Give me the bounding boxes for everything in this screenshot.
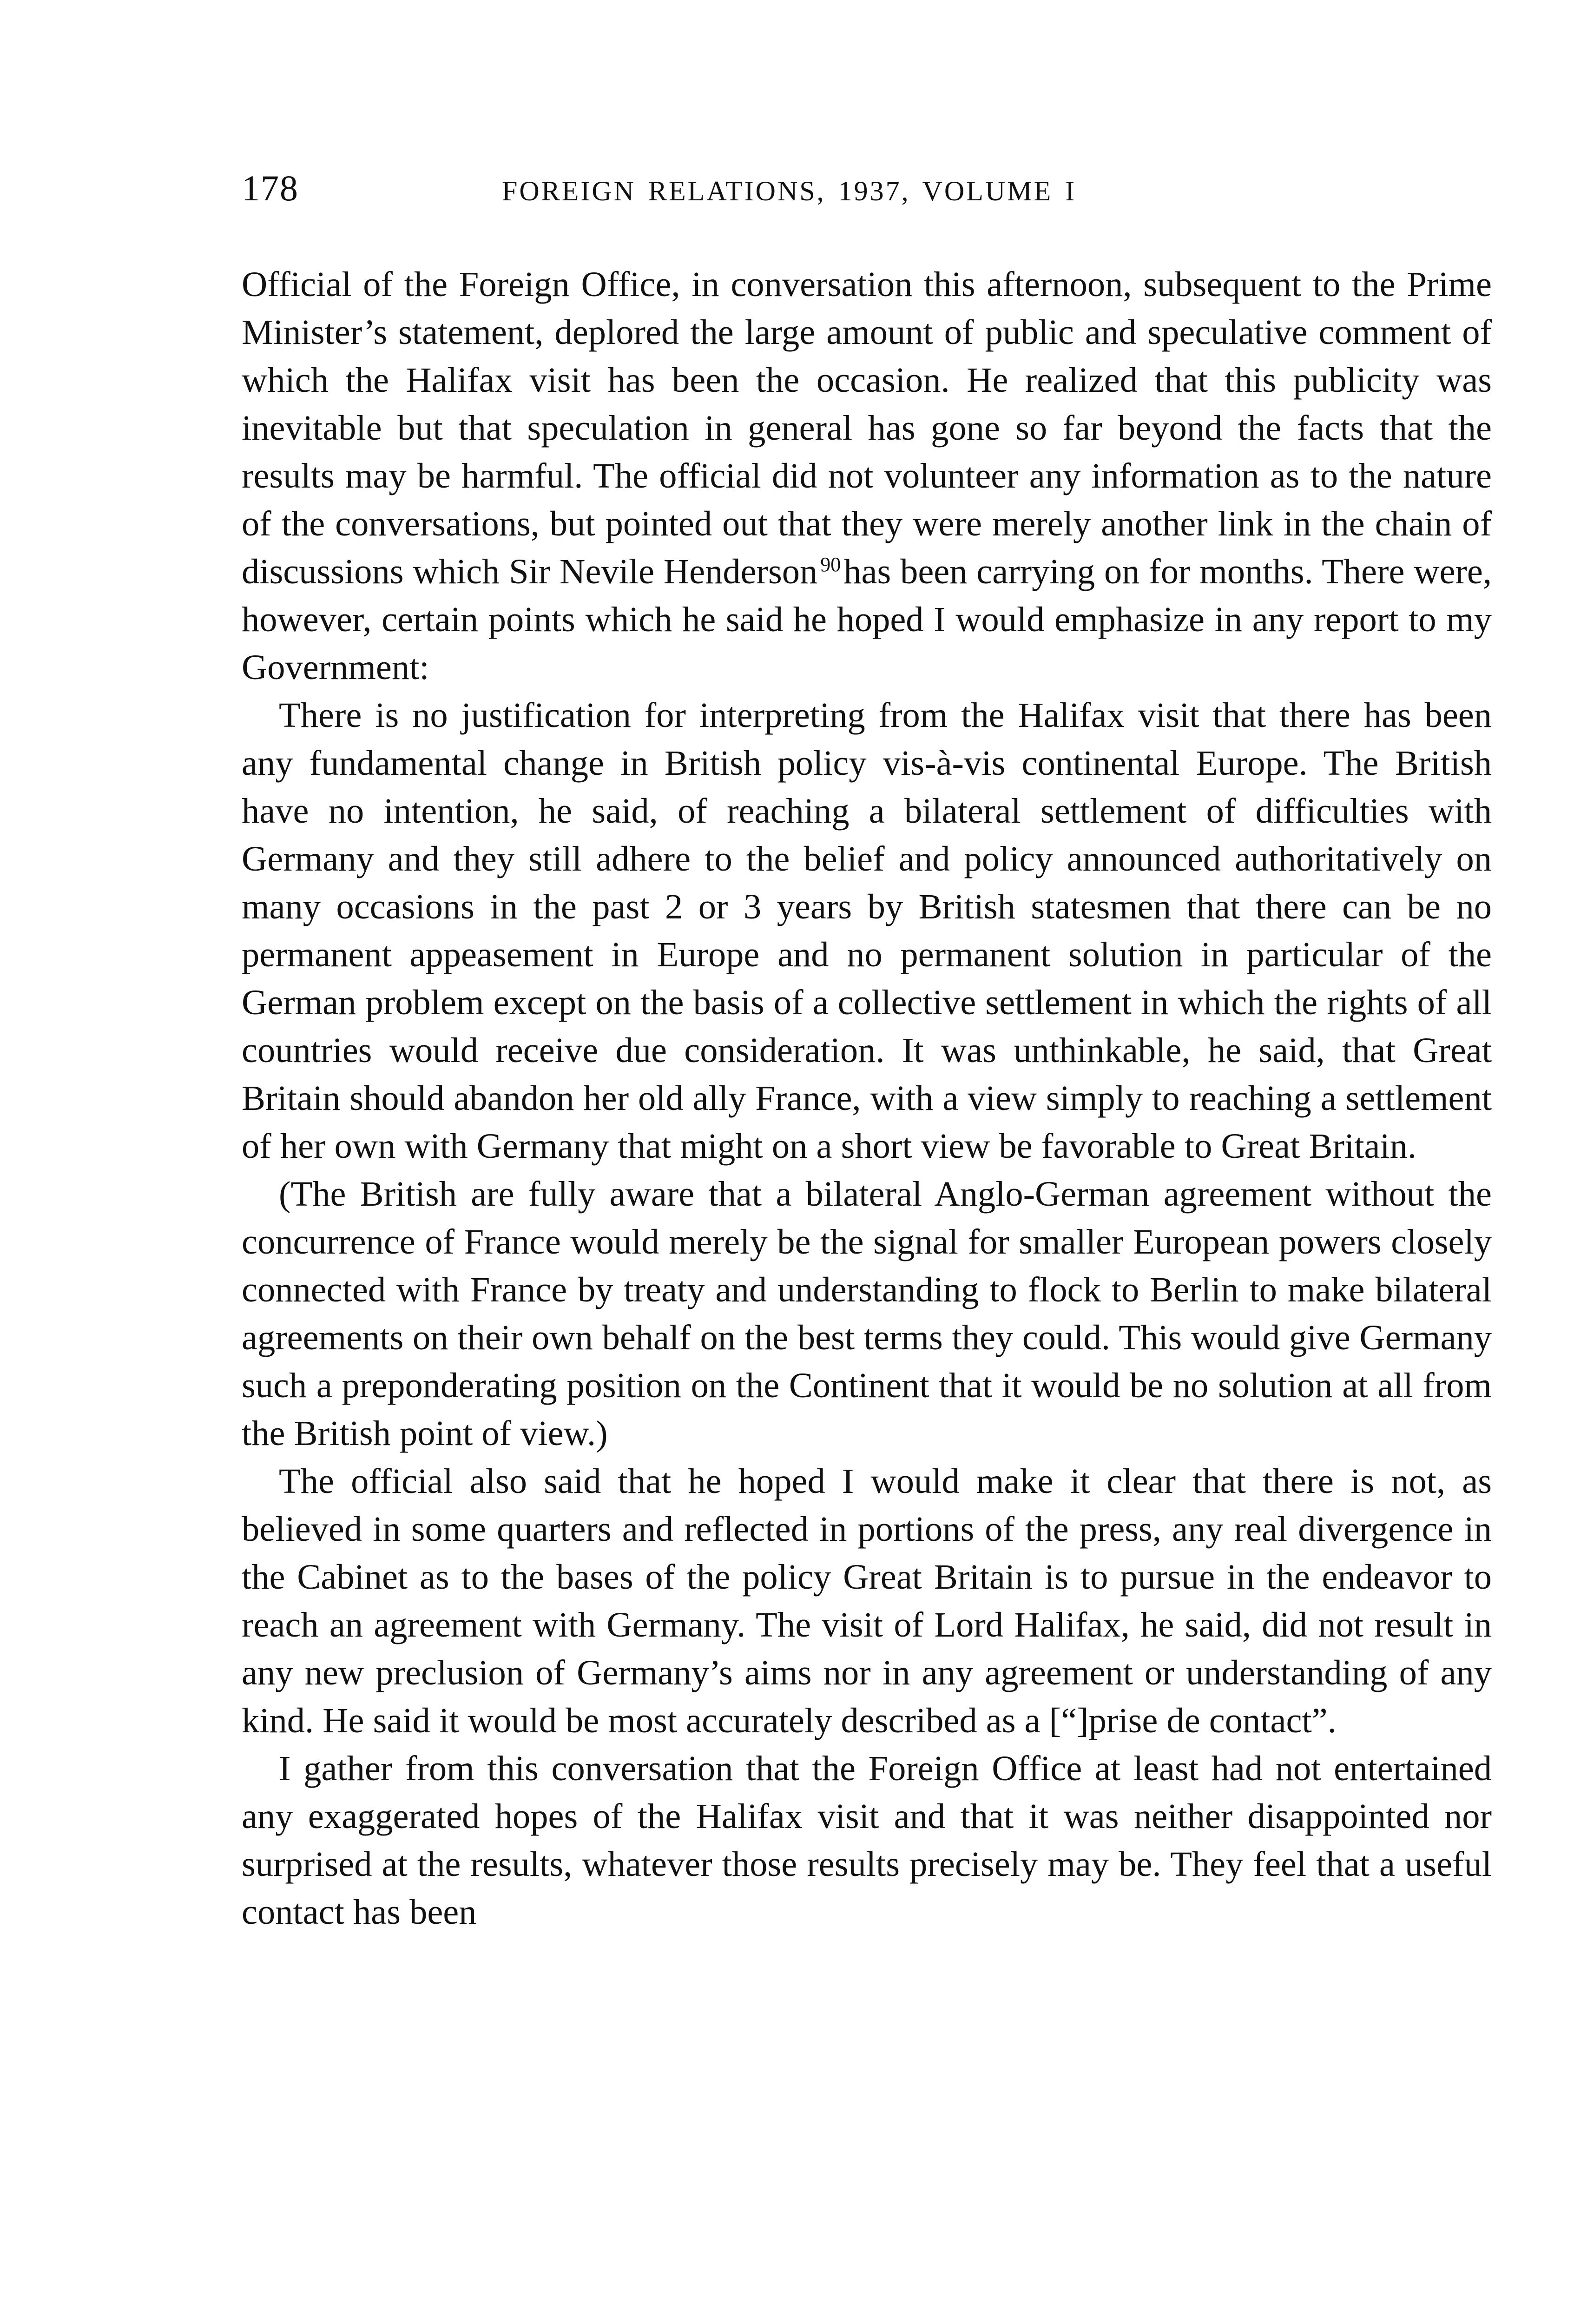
footnote-reference: 90 xyxy=(820,553,841,576)
paragraph-1 xyxy=(242,260,1492,691)
page-number: 178 xyxy=(242,168,299,208)
running-title: FOREIGN RELATIONS, 1937, VOLUME I xyxy=(502,176,1077,206)
paragraph-4: The official also said that he hoped I would make it clear that there is not, as believed in some quarters and reflected in portions of the press, any real divergence in the Cabinet as to the bases of the policy Great Britain is to pursue in the endeavor to reach an agreement with Germany. The visit of Lord Halifax, he said, did not result in any new preclusion of Germany’s aims nor in any agreement or understanding of any kind. He said it would be most accurately described as a [“]prise de contact”. xyxy=(242,1461,1492,1740)
body-text xyxy=(242,260,1492,1936)
paragraph-2: There is no justification for interpreting from the Halifax visit that there has been any fundamental change in British policy vis-à-vis continental Europe. The British have no intention, he said, of reaching a bilateral settlement of difficulties with Germany and they still adhere to the belief and policy announced authoritatively on many occasions in the past 2 or 3 years by British statesmen that there can be no permanent appeasement in Europe and no permanent solution in particular of the German problem except on the basis of a collective settlement in which the rights of all countries would receive due consideration. It was unthinkable, he said, that Great Britain should abandon her old ally France, with a view simply to reaching a settlement of her own with Germany that might on a short view be favorable to Great Britain. xyxy=(242,695,1492,1166)
paragraph-3: (The British are fully aware that a bilateral Anglo-German agreement without the concurrence of France would merely be the signal for smaller European powers closely connected with France by treaty and understanding to flock to Berlin to make bilateral agreements on their own behalf on the best terms they could. This would give Germany such a preponderating position on the Continent that it would be no solution at all from the British point of view.) xyxy=(242,1174,1492,1453)
paragraph-1-text-b: has been carrying on for months. There were, however, certain points which he said he hoped I would emphasize in any report to my Government: xyxy=(242,552,1492,687)
paragraph-5: I gather from this conversation that the Foreign Office at least had not entertained any exaggerated hopes of the Halifax visit and that it was neither disappointed nor surprised at the results, whatever those results precisely may be. They feel that a useful contact has been xyxy=(242,1749,1492,1932)
paragraph-1-text-a: Official of the Foreign Office, in conversation this afternoon, subsequent to the Prime Minister’s statement, deplored the large amount of public and speculative comment of which the Halifax visit has been the occasion. He realized that this publicity was inevitable but that speculation in general has gone so far beyond the facts that the results may be harmful. The official did not volunteer any information as to the nature of the conversations, but pointed out that they were merely another link in the chain of discussions which Sir Nevile Henderson xyxy=(242,264,1492,591)
running-head xyxy=(242,167,1492,232)
document-page xyxy=(242,167,1492,1936)
